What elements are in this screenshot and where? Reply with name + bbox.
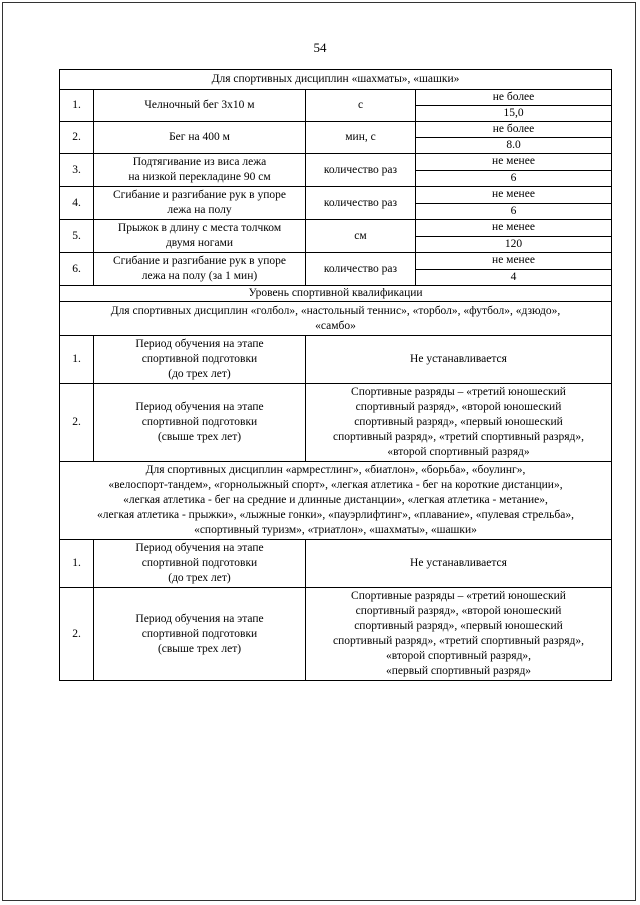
section-header: Для спортивных дисциплин «шахматы», «шашки»: [60, 70, 612, 90]
table-row: [60, 187, 612, 204]
condition: не менее: [416, 220, 612, 237]
table-row: [60, 253, 612, 270]
table-row: [60, 220, 612, 237]
norm-value: 120: [416, 236, 612, 253]
norm-value: 6: [416, 203, 612, 220]
training-period: Период обучения на этапе спортивной подготовки (свыше трех лет): [94, 588, 306, 681]
section-header: Для спортивных дисциплин «голбол», «настольный теннис», «торбол», «футбол», «дзюдо», «самбо»: [60, 302, 612, 336]
condition: не менее: [416, 154, 612, 171]
row-number: 4.: [60, 187, 94, 220]
qualification-header: Уровень спортивной квалификации: [60, 286, 612, 302]
section-header-row: [60, 70, 612, 90]
exercise-name: Подтягивание из виса лежа на низкой перекладине 90 см: [94, 154, 306, 187]
requirement: Спортивные разряды – «третий юношеский спортивный разряд», «второй юношеский спортивный разряд», «первый юношеский спортивный разряд», «третий спортивный разряд», «второй спортивный разряд»: [306, 384, 612, 462]
training-period: Период обучения на этапе спортивной подготовки (до трех лет): [94, 540, 306, 588]
row-number: 2.: [60, 384, 94, 462]
table-row: [60, 384, 612, 462]
table-row: [60, 336, 612, 384]
exercise-name: Сгибание и разгибание рук в упоре лежа на полу: [94, 187, 306, 220]
row-number: 1.: [60, 336, 94, 384]
table-row: [60, 588, 612, 681]
table-row: [60, 540, 612, 588]
requirement: Не устанавливается: [306, 336, 612, 384]
section-header-row: [60, 462, 612, 540]
unit: с: [306, 90, 416, 122]
requirement: Не устанавливается: [306, 540, 612, 588]
norm-value: 6: [416, 170, 612, 187]
condition: не менее: [416, 187, 612, 204]
row-number: 1.: [60, 90, 94, 122]
condition: не более: [416, 122, 612, 138]
row-number: 1.: [60, 540, 94, 588]
exercise-name: Челночный бег 3х10 м: [94, 90, 306, 122]
norm-value: 4: [416, 269, 612, 286]
unit: количество раз: [306, 253, 416, 286]
row-number: 2.: [60, 588, 94, 681]
row-number: 3.: [60, 154, 94, 187]
qualification-header-row: [60, 286, 612, 302]
table-row: [60, 154, 612, 171]
section-header: Для спортивных дисциплин «армрестлинг», «биатлон», «борьба», «боулинг», «велоспорт-тандем», «горнолыжный спорт», «легкая атлетика - бег на короткие дистанции», «легкая атлетика - бег на средние и длинные дистанции», «легкая атлетика - метание», «легкая атлетика - прыжки», «лыжные гонки», «пауэрлифтинг», «плавание», «пулевая стрельба», «спортивный туризм», «триатлон», «шахматы», «шашки»: [60, 462, 612, 540]
standards-table: [59, 69, 612, 681]
training-period: Период обучения на этапе спортивной подготовки (до трех лет): [94, 336, 306, 384]
section-header-row: [60, 302, 612, 336]
training-period: Период обучения на этапе спортивной подготовки (свыше трех лет): [94, 384, 306, 462]
unit: см: [306, 220, 416, 253]
exercise-name: Прыжок в длину с места толчком двумя ногами: [94, 220, 306, 253]
table-row: [60, 90, 612, 106]
exercise-name: Сгибание и разгибание рук в упоре лежа на полу (за 1 мин): [94, 253, 306, 286]
unit: количество раз: [306, 187, 416, 220]
page-number: 54: [313, 40, 327, 55]
row-number: 6.: [60, 253, 94, 286]
exercise-name: Бег на 400 м: [94, 122, 306, 154]
table-row: [60, 122, 612, 138]
row-number: 5.: [60, 220, 94, 253]
unit: мин, с: [306, 122, 416, 154]
unit: количество раз: [306, 154, 416, 187]
condition: не менее: [416, 253, 612, 270]
norm-value: 8.0: [416, 138, 612, 154]
condition: не более: [416, 90, 612, 106]
row-number: 2.: [60, 122, 94, 154]
norm-value: 15,0: [416, 106, 612, 122]
requirement: Спортивные разряды – «третий юношеский спортивный разряд», «второй юношеский спортивный разряд», «первый юношеский спортивный разряд», «третий спортивный разряд», «второй спортивный разряд», «первый спортивный разряд»: [306, 588, 612, 681]
